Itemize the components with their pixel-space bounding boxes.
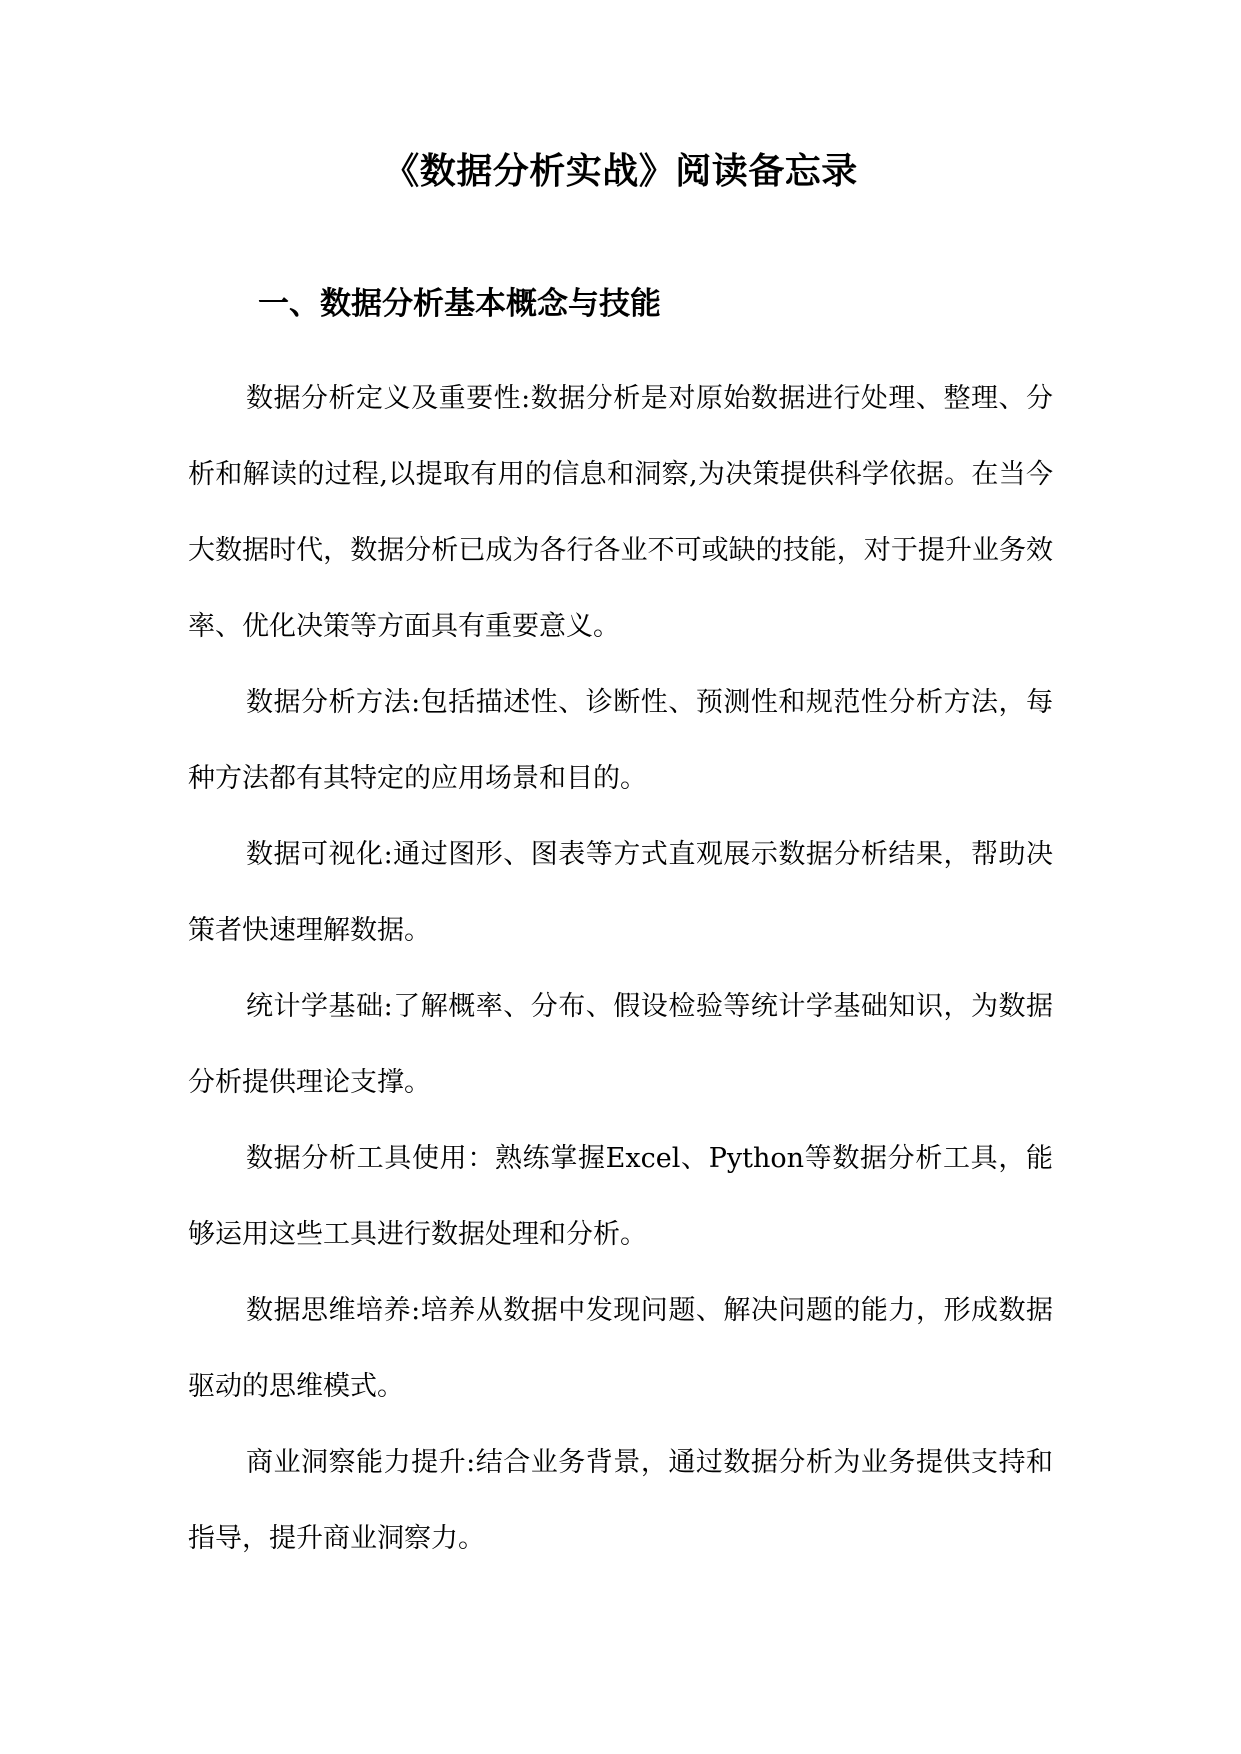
paragraph-data-visualization: [188, 817, 1053, 969]
document-title: 《数据分析实战》阅读备忘录: [383, 151, 858, 192]
paragraph-text: 结合业务背景，通过数据分析为业务提供支持和指导，提升商业洞察力。: [188, 1447, 1054, 1554]
paragraph-term: 商业洞察能力提升:: [246, 1447, 476, 1478]
paragraph-analysis-tools: [188, 1121, 1053, 1273]
paragraph-business-insight: [188, 1425, 1053, 1577]
paragraph-term: 数据分析方法:: [246, 687, 421, 718]
paragraph-term: 数据可视化:: [246, 839, 393, 870]
paragraph-term: 数据分析定义及重要性:: [246, 383, 531, 414]
paragraph-data-analysis-definition: [188, 361, 1053, 665]
paragraph-analysis-methods: [188, 665, 1053, 817]
paragraph-text: 通过图形、图表等方式直观展示数据分析结果，帮助决策者快速理解数据。: [188, 839, 1053, 946]
section-heading: 一、数据分析基本概念与技能: [258, 286, 661, 322]
paragraph-text: 数据分析是对原始数据进行处理、整理、分析和解读的过程,以提取有用的信息和洞察,为决策提供科学依据。在当今大数据时代，数据分析已成为各行各业不可或缺的技能，对于提升业务效率、优化决策等方面具有重要意义。: [188, 383, 1053, 642]
paragraph-text: 了解概率、分布、假设检验等统计学基础知识，为数据分析提供理论支撑。: [188, 991, 1053, 1098]
paragraph-statistics-basics: [188, 969, 1053, 1121]
section-body: [188, 361, 1053, 1577]
paragraph-data-thinking: [188, 1273, 1053, 1425]
paragraph-text: 包括描述性、诊断性、预测性和规范性分析方法，每种方法都有其特定的应用场景和目的。: [188, 687, 1053, 794]
paragraph-text: 培养从数据中发现问题、解决问题的能力，形成数据驱动的思维模式。: [188, 1295, 1053, 1402]
paragraph-term: 统计学基础:: [246, 991, 393, 1022]
paragraph-text: 熟练掌握Excel、Python等数据分析工具，能够运用这些工具进行数据处理和分析。: [188, 1143, 1054, 1250]
paragraph-term: 数据分析工具使用：: [246, 1143, 496, 1174]
paragraph-term: 数据思维培养:: [246, 1295, 421, 1326]
